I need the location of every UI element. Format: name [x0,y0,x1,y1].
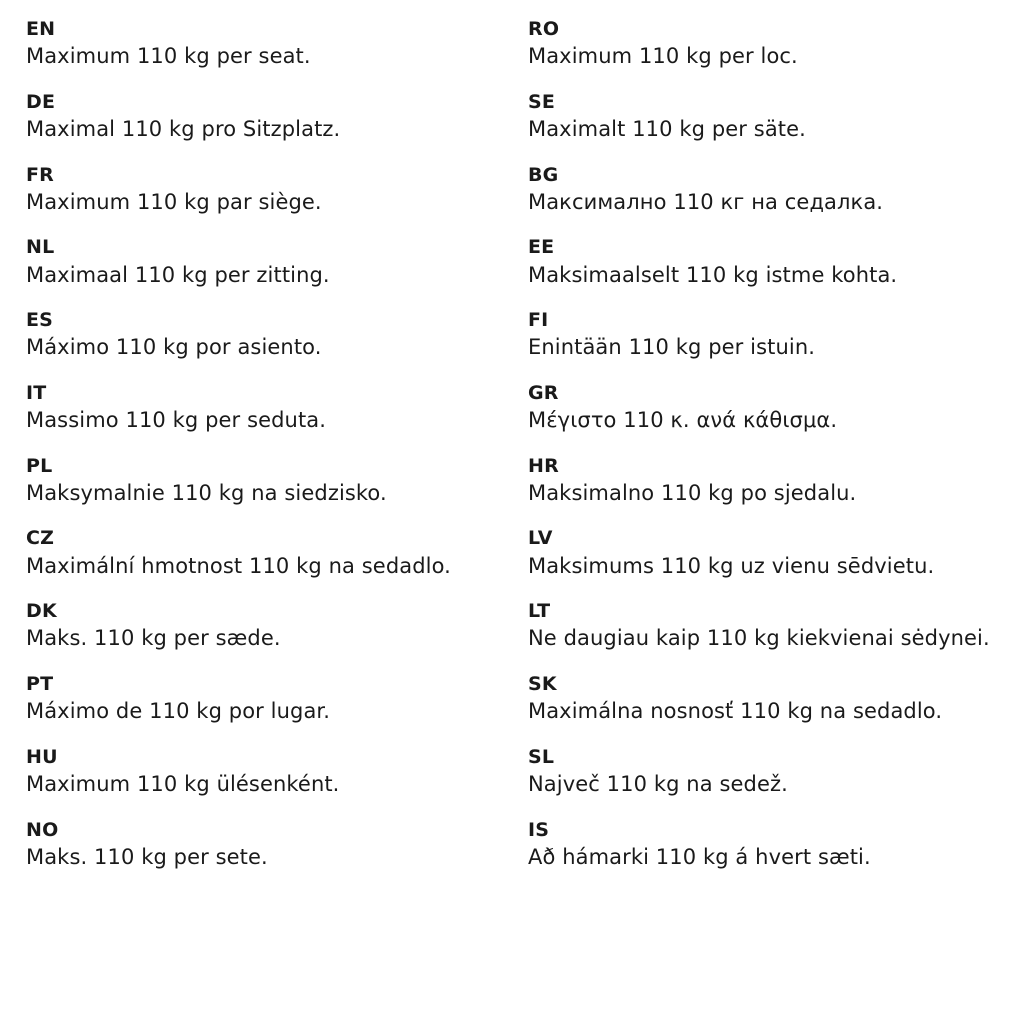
language-code: NO [26,818,59,841]
language-text: Máximo de 110 kg por lugar. [26,699,330,724]
language-text: Maximum 110 kg ülésenként. [26,771,340,796]
language-code: BG [528,163,559,186]
language-text: Massimo 110 kg per seduta. [26,408,327,433]
language-code: SL [528,745,555,768]
language-entry-is [528,819,994,871]
language-entry-sk [528,673,994,725]
language-code: PT [26,673,54,696]
language-entry-fi [528,309,994,361]
language-text: Enintään 110 kg per istuin. [528,335,815,360]
language-entry-de [26,91,498,143]
language-entry-se [528,91,994,143]
language-text: Maksimalno 110 kg po sjedalu. [528,480,857,505]
language-text: Maximální hmotnost 110 kg na sedadlo. [26,553,451,578]
language-text: Að hámarki 110 kg á hvert sæti. [528,844,871,869]
language-text: Maximum 110 kg per seat. [26,44,311,69]
language-entry-ro [528,18,994,70]
language-entry-hr [528,455,994,507]
language-entry-fr [26,164,498,216]
language-code: SE [528,90,556,113]
language-code: HU [26,745,58,768]
language-text: Maksimaalselt 110 kg istme kohta. [528,262,898,287]
language-code: EN [26,18,56,40]
language-entry-no [26,819,498,871]
language-code: ES [26,309,54,332]
language-entry-ee [528,236,994,288]
language-code: RO [528,18,560,40]
language-code: CZ [26,527,55,550]
language-text: Maks. 110 kg per sete. [26,844,268,869]
language-entry-pl [26,455,498,507]
language-entry-gr [528,382,994,434]
language-code: NL [26,236,55,259]
language-entry-pt [26,673,498,725]
language-text: Maximum 110 kg par siège. [26,189,322,214]
language-entry-lv [528,527,994,579]
right-column [512,18,1000,870]
language-code: SK [528,673,557,696]
language-entry-lt [528,600,994,652]
language-code: PL [26,454,53,477]
language-code: LV [528,527,553,550]
language-code: IS [528,818,550,841]
language-entry-cz [26,527,498,579]
language-entry-dk [26,600,498,652]
language-code: DK [26,600,57,623]
language-text: Maximaal 110 kg per zitting. [26,262,330,287]
language-text: Máximo 110 kg por asiento. [26,335,322,360]
language-code: FR [26,163,55,186]
language-text: Μέγιστο 110 κ. ανά κάθισμα. [528,408,838,433]
language-text: Maximal 110 kg pro Sitzplatz. [26,116,341,141]
language-entry-sl [528,746,994,798]
language-entry-en [26,18,498,70]
language-text: Maximálna nosnosť 110 kg na sedadlo. [528,699,943,724]
language-text: Največ 110 kg na sedež. [528,771,788,796]
language-text: Maks. 110 kg per sæde. [26,626,281,651]
language-code: DE [26,90,56,113]
language-code: LT [528,600,551,623]
language-text: Maximalt 110 kg per säte. [528,116,806,141]
language-code: FI [528,309,549,332]
language-entry-nl [26,236,498,288]
language-text: Ne daugiau kaip 110 kg kiekvienai sėdynei. [528,626,990,651]
language-text: Maximum 110 kg per loc. [528,44,798,69]
language-code: HR [528,454,559,477]
language-entry-it [26,382,498,434]
language-entry-hu [26,746,498,798]
language-code: EE [528,236,555,259]
left-column [24,18,512,870]
language-text: Максимално 110 кг на седалка. [528,189,884,214]
language-text: Maksimums 110 kg uz vienu sēdvietu. [528,553,935,578]
language-entry-bg [528,164,994,216]
language-text: Maksymalnie 110 kg na siedzisko. [26,480,387,505]
language-code: IT [26,381,47,404]
language-code: GR [528,381,559,404]
language-entry-es [26,309,498,361]
